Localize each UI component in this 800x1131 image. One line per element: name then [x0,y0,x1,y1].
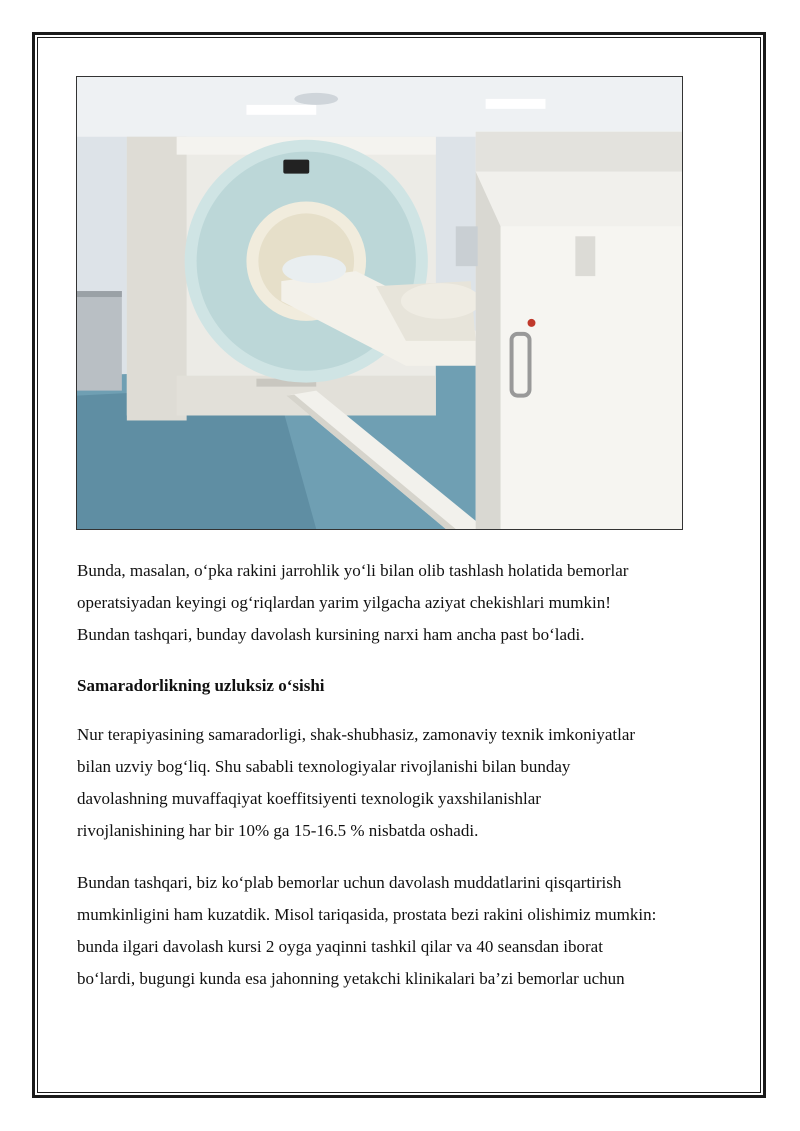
paragraph-3-line: bo‘lardi, bugungi kunda esa jahonning yetakchi klinikalari ba’zi bemorlar uchun [77,969,625,988]
paragraph-3-text [77,867,737,995]
paragraph-1 [77,555,737,651]
paragraph-3 [77,867,737,995]
paragraph-3-line: bunda ilgari davolash kursi 2 oyga yaqinni tashkil qilar va 40 seansdan iborat [77,937,603,956]
paragraph-2-line: rivojlanishining har bir 10% ga 15-16.5 % nisbatda oshadi. [77,821,479,840]
paragraph-2-line: bilan uzviy bog‘liq. Shu sababli texnologiyalar rivojlanishi bilan bunday [77,757,571,776]
paragraph-3-line: mumkinligini ham kuzatdik. Misol tariqasida, prostata bezi rakini olishimiz mumkin: [77,905,657,924]
section-heading-text: Samaradorlikning uzluksiz o‘sishi [77,676,325,695]
section-heading [77,670,737,702]
paragraph-1-line: operatsiyadan keyingi og‘riqlardan yarim yilgacha aziyat chekishlari mumkin! [77,593,611,612]
paragraph-1-line: Bundan tashqari, bunday davolash kursining narxi ham ancha past bo‘ladi. [77,625,585,644]
paragraph-1-line: Bunda, masalan, o‘pka rakini jarrohlik yo‘li bilan olib tashlash holatida bemorlar [77,561,629,580]
paragraph-2 [77,719,737,847]
ct-scanner-photo [76,76,683,530]
paragraph-3-line: Bundan tashqari, biz ko‘plab bemorlar uchun davolash muddatlarini qisqartirish [77,873,622,892]
paragraph-2-line: davolashning muvaffaqiyat koeffitsiyenti texnologik yaxshilanishlar [77,789,541,808]
paragraph-2-text [77,719,737,847]
paragraph-1-text [77,555,737,651]
paragraph-2-line: Nur terapiyasining samaradorligi, shak-shubhasiz, zamonaviy texnik imkoniyatlar [77,725,636,744]
